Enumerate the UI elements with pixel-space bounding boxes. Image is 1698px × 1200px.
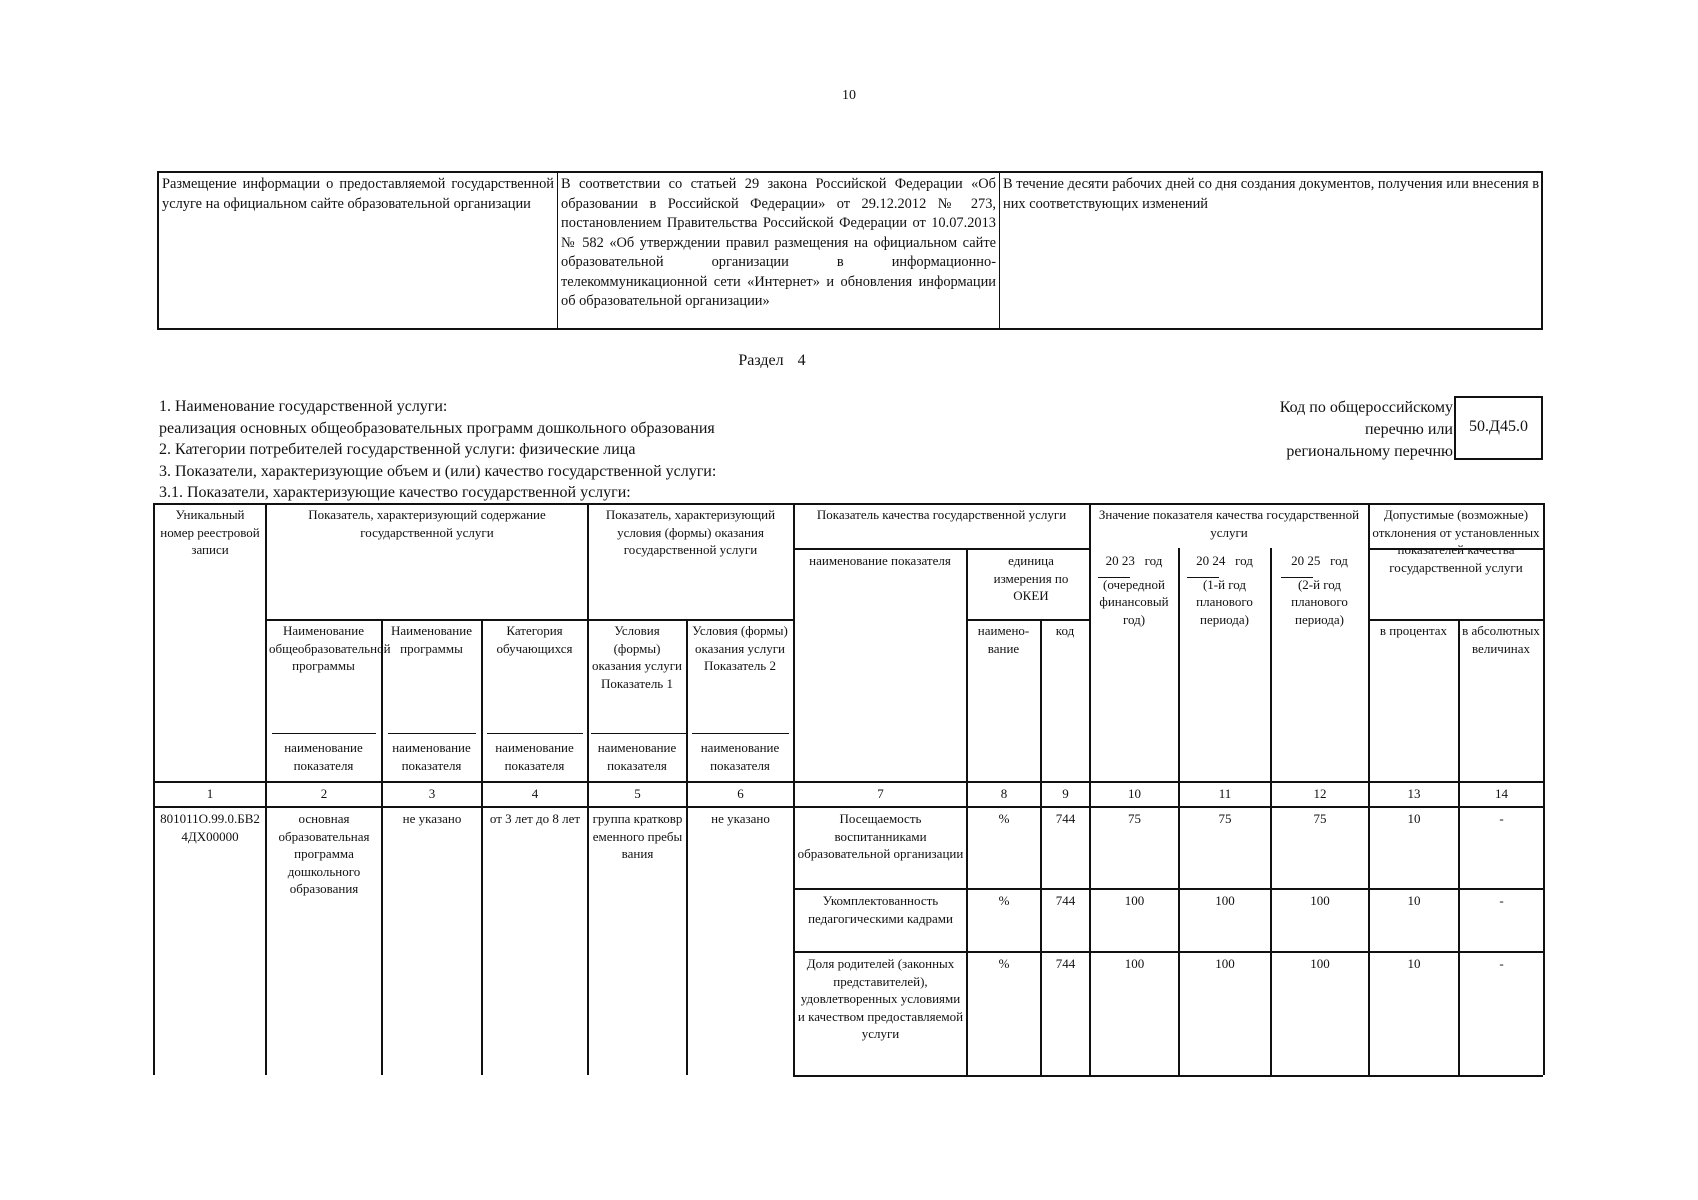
hdr-unit: единица измерения по ОКЕИ (993, 553, 1069, 603)
hdr-program-name: Наименование программы (391, 623, 472, 656)
hdr-deviation-pct: в процентах (1379, 623, 1448, 638)
hdr-unique-number: Уникальный номер реестровой записи (160, 507, 260, 557)
col-number: 12 (1313, 786, 1327, 801)
col-number: 13 (1407, 786, 1421, 801)
hdr-sub-name: наименование показателя (284, 740, 363, 773)
hdr-sub-name: наименование показателя (392, 740, 471, 773)
indicator-code: 744 (1055, 956, 1076, 971)
indicator-y2: 100 (1215, 893, 1235, 908)
indicator-name: Доля родителей (законных представителей), удовлетворенных условиями и качеством предоставляемой услуги (797, 956, 964, 1041)
hdr-year-3: 20 25 год (2-й год планового периода) (1291, 553, 1348, 627)
page-number: 10 (842, 88, 856, 103)
hdr-deviation-group: Допустимые (возможные) отклонения от установленных показателей качества государственной услуги (1372, 507, 1540, 575)
indicator-abs: - (1499, 893, 1504, 908)
col-number: 11 (1218, 786, 1232, 801)
hdr-condition-1: Условия (формы) оказания услуги Показатель 1 (592, 623, 682, 691)
record-program-name: не указано (402, 811, 462, 826)
col-number: 3 (428, 786, 436, 801)
info-table (157, 171, 1543, 330)
record-condition-1: группа кратковременного пребывания (592, 811, 683, 861)
indicator-unit: % (998, 956, 1010, 971)
hdr-sub-name: наименование показателя (700, 740, 780, 773)
indicator-y2: 75 (1218, 811, 1232, 826)
info-frequency: В течение десяти рабочих дней со дня создания документов, получения или внесения в них соответствующих изменений (1003, 176, 1540, 212)
code-label-1: Код по общероссийскому (1279, 399, 1453, 416)
code-label-2: перечню или (1364, 421, 1453, 438)
col-number: 6 (737, 786, 744, 801)
indicator-abs: - (1499, 811, 1504, 826)
col-number: 14 (1495, 786, 1508, 801)
consumer-category: 2. Категории потребителей государственной услуги: физические лица (159, 441, 636, 458)
indicator-code: 744 (1055, 893, 1076, 908)
indicator-abs: - (1499, 956, 1504, 971)
indicator-unit: % (998, 893, 1010, 908)
section-title: Раздел 4 (738, 352, 806, 369)
indicator-y3: 100 (1310, 956, 1330, 971)
col-number: 5 (634, 786, 641, 801)
indicator-y2: 100 (1215, 956, 1235, 971)
col-number: 4 (531, 786, 539, 801)
info-legal-basis: В соответствии со статьей 29 закона Российской Федерации «Об образовании в Российской Федерации» от 29.12.2012 № 273, постановлением Правительства Российской Федерации от 10.07.2013 № 582 «Об утверждении правил размещения на официальном сайте образовательной организации в информационно-телекоммуникационной сети «Интернет» и обновления информации об образовательной организации» (561, 176, 996, 309)
hdr-deviation-abs: в абсолютных величинах (1462, 623, 1540, 656)
hdr-value-group: Значение показателя качества государственной услуги (1098, 507, 1360, 540)
record-condition-2: не указано (711, 811, 770, 826)
col-number: 7 (877, 786, 884, 801)
hdr-unit-code: код (1055, 623, 1075, 638)
col-number: 10 (1128, 786, 1141, 801)
hdr-indicator-name: наименование показателя (809, 553, 951, 568)
hdr-condition-2: Условия (формы) оказания услуги Показатель 2 (692, 623, 788, 673)
indicator-code: 744 (1055, 811, 1076, 826)
hdr-quality-group: Показатель качества государственной услуги (816, 507, 1067, 522)
service-name-label: 1. Наименование государственной услуги: (159, 398, 448, 415)
hdr-conditions-group: Показатель, характеризующий условия (формы) оказания государственной услуги (605, 507, 776, 557)
indicator-y3: 75 (1313, 811, 1327, 826)
record-category: от 3 лет до 8 лет (489, 811, 581, 826)
col-number: 1 (206, 786, 214, 801)
indicator-y3: 100 (1310, 893, 1330, 908)
col-number: 2 (320, 786, 328, 801)
indicator-y1: 75 (1128, 811, 1141, 826)
info-placement: Размещение информации о предоставляемой государственной услуге на официальном сайте образовательной организации (162, 176, 554, 212)
indicator-pct: 10 (1407, 893, 1421, 908)
service-name: реализация основных общеобразовательных программ дошкольного образования (159, 420, 715, 437)
indicators-title: 3. Показатели, характеризующие объем и (или) качество государственной услуги: (159, 463, 717, 480)
hdr-category: Категория обучающихся (496, 623, 573, 656)
record-code: 801011О.99.0.БВ24ДХ00000 (160, 811, 260, 844)
indicator-unit: % (998, 811, 1010, 826)
quality-indicators-title: 3.1. Показатели, характеризующие качество государственной услуги: (159, 484, 631, 501)
hdr-year-1: 20 23 год (очередной финансовый год) (1099, 553, 1169, 627)
hdr-year-2: 20 24 год (1-й год планового периода) (1196, 553, 1253, 627)
hdr-content-group: Показатель, характеризующий содержание государственной услуги (308, 507, 546, 540)
code-value: 50.Д45.0 (1469, 418, 1528, 435)
col-number: 9 (1062, 786, 1069, 801)
record-program: основная образовательная программа дошкольного образования (278, 811, 370, 896)
code-label-3: региональному перечню (1286, 443, 1453, 460)
indicator-pct: 10 (1407, 956, 1421, 971)
indicator-pct: 10 (1407, 811, 1421, 826)
hdr-program: Наименование общеобразовательной программы (269, 623, 391, 673)
hdr-unit-name: наимено-вание (977, 623, 1030, 656)
indicator-name: Посещаемость воспитанниками образовательной организации (797, 811, 964, 861)
indicator-name: Укомплектованность педагогическими кадрами (808, 893, 953, 926)
col-number: 8 (1000, 786, 1008, 801)
indicator-y1: 100 (1124, 893, 1145, 908)
indicator-y1: 100 (1124, 956, 1145, 971)
hdr-sub-name: наименование показателя (495, 740, 574, 773)
hdr-sub-name: наименование показателя (597, 740, 677, 773)
